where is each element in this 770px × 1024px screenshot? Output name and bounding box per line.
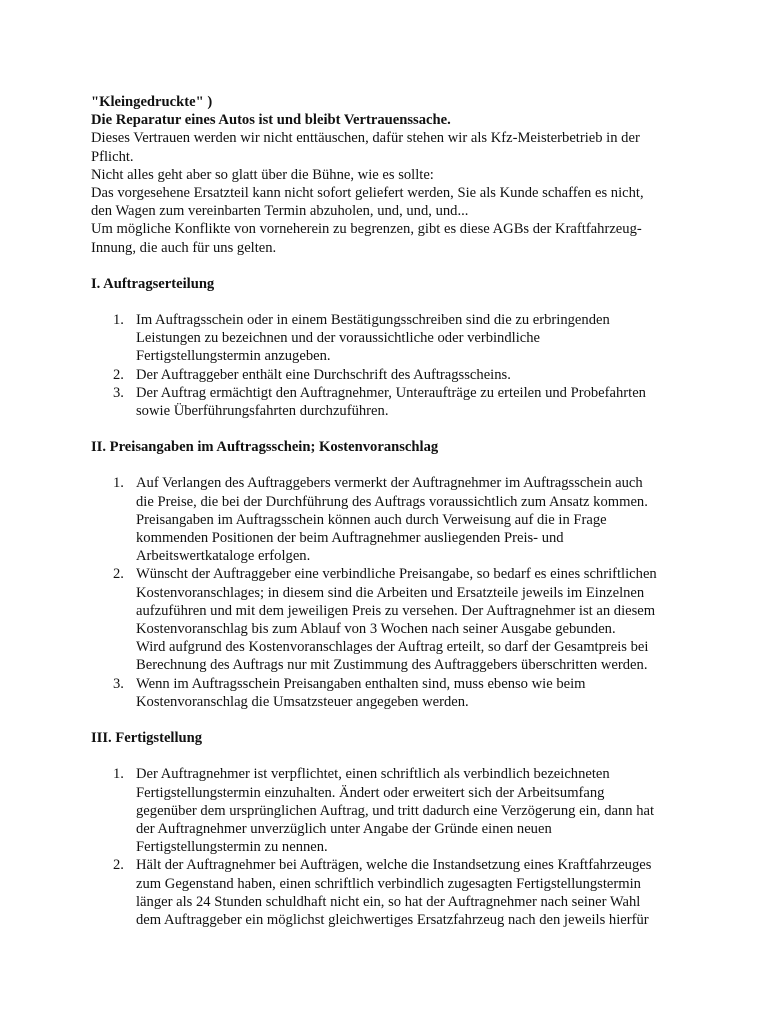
list-item-number: 2. bbox=[113, 857, 124, 874]
list-item-line: die Preise, die bei der Durchführung des Auftrags voraussichtlich zum Ansatz kommen. bbox=[136, 493, 648, 510]
intro-line: Das vorgesehene Ersatzteil kann nicht sofort geliefert werden, Sie als Kunde schaffen es nicht, bbox=[91, 185, 644, 202]
section-list-preisangaben bbox=[91, 474, 691, 711]
intro-line: Pflicht. bbox=[91, 148, 134, 165]
list-item-line: länger als 24 Stunden schuldhaft nicht ein, so hat der Auftragnehmer nach seiner Wahl bbox=[136, 893, 641, 910]
list-item-line: Kostenvoranschlag die Umsatzsteuer angegeben werden. bbox=[136, 693, 469, 710]
list-item-number: 2. bbox=[113, 566, 124, 583]
list-item-line: sowie Überführungsfahrten durchzuführen. bbox=[136, 403, 389, 420]
list-item-line: Wird aufgrund des Kostenvoranschlages der Auftrag erteilt, so darf der Gesamtpreis bei bbox=[136, 639, 649, 656]
section-list-auftragserteilung bbox=[91, 311, 691, 420]
list-item-line: dem Auftraggeber ein möglichst gleichwertiges Ersatzfahrzeug nach den jeweils hierfür bbox=[136, 911, 649, 928]
list-item-line: Leistungen zu bezeichnen und der voraussichtliche oder verbindliche bbox=[136, 330, 541, 347]
list-item-number: 1. bbox=[113, 475, 124, 492]
document-title-line-1: "Kleingedruckte" ) bbox=[91, 94, 213, 110]
intro-line: Dieses Vertrauen werden wir nicht enttäuschen, dafür stehen wir als Kfz-Meisterbetrieb in der bbox=[91, 130, 640, 147]
intro-paragraph bbox=[91, 129, 691, 256]
list-item-line: Kostenvoranschlages; in diesem sind die Arbeiten und Ersatzteile jeweils im Einzelnen bbox=[136, 584, 645, 601]
list-item-line: Auf Verlangen des Auftraggebers vermerkt der Auftragnehmer im Auftragsschein auch bbox=[136, 475, 643, 492]
list-item-line: aufzuführen und mit dem jeweiligen Preis zu versehen. Der Auftragnehmer ist an diesem bbox=[136, 602, 656, 619]
list-item bbox=[91, 675, 691, 711]
list-item-line: Der Auftraggeber enthält eine Durchschrift des Auftragsscheins. bbox=[136, 366, 511, 383]
section-heading-auftragserteilung: I. Auftragserteilung bbox=[91, 275, 215, 292]
list-item-line: Berechnung des Auftrags nur mit Zustimmung des Auftraggebers überschritten werden. bbox=[136, 657, 648, 674]
list-item-number: 3. bbox=[113, 384, 124, 401]
list-item-line: Der Auftragnehmer ist verpflichtet, einen schriftlich als verbindlich bezeichneten bbox=[136, 766, 610, 783]
list-item-line: Kostenvoranschlag bis zum Ablauf von 3 Wochen nach seiner Ausgabe gebunden. bbox=[136, 621, 616, 638]
document-page bbox=[91, 93, 691, 929]
document-title-line-2: Die Reparatur eines Autos ist und bleibt Vertrauenssache. bbox=[91, 112, 451, 129]
intro-line: Innung, die auch für uns gelten. bbox=[91, 239, 277, 256]
list-item bbox=[91, 311, 691, 366]
intro-line: den Wagen zum vereinbarten Termin abzuholen, und, und, und... bbox=[91, 203, 469, 220]
section-heading-preisangaben: II. Preisangaben im Auftragsschein; Kostenvoranschlag bbox=[91, 439, 439, 456]
list-item bbox=[91, 474, 691, 565]
list-item-line: Wenn im Auftragsschein Preisangaben enthalten sind, muss ebenso wie beim bbox=[136, 675, 586, 692]
list-item-number: 2. bbox=[113, 366, 124, 383]
list-item-line: Arbeitswertkataloge erfolgen. bbox=[136, 548, 311, 565]
list-item bbox=[91, 765, 691, 856]
list-item bbox=[91, 856, 691, 929]
list-item-line: Wünscht der Auftraggeber eine verbindliche Preisangabe, so bedarf es eines schriftlichen bbox=[136, 566, 657, 583]
section-list-fertigstellung bbox=[91, 765, 691, 929]
list-item-number: 1. bbox=[113, 312, 124, 329]
list-item bbox=[91, 384, 691, 420]
intro-line: Um mögliche Konflikte von vorneherein zu begrenzen, gibt es diese AGBs der Kraftfahrzeug- bbox=[91, 221, 642, 238]
list-item-line: der Auftragnehmer unverzüglich unter Angabe der Gründe einen neuen bbox=[136, 820, 552, 837]
list-item bbox=[91, 366, 691, 384]
list-item-line: Fertigstellungstermin einzuhalten. Ändert oder erweitert sich der Arbeitsumfang bbox=[136, 784, 605, 801]
list-item-line: Der Auftrag ermächtigt den Auftragnehmer, Unteraufträge zu erteilen und Probefahrten bbox=[136, 384, 646, 401]
list-item-line: Im Auftragsschein oder in einem Bestätigungsschreiben sind die zu erbringenden bbox=[136, 312, 610, 329]
list-item-line: Hält der Auftragnehmer bei Aufträgen, welche die Instandsetzung eines Kraftfahrzeuges bbox=[136, 857, 652, 874]
list-item-line: Preisangaben im Auftragsschein können auch durch Verweisung auf die in Frage bbox=[136, 511, 607, 528]
list-item-number: 3. bbox=[113, 675, 124, 692]
list-item-line: zum Gegenstand haben, einen schriftlich verbindlich zugesagten Fertigstellungstermin bbox=[136, 875, 641, 892]
list-item-number: 1. bbox=[113, 766, 124, 783]
section-heading-fertigstellung: III. Fertigstellung bbox=[91, 730, 203, 747]
intro-line: Nicht alles geht aber so glatt über die Bühne, wie es sollte: bbox=[91, 166, 434, 183]
list-item bbox=[91, 565, 691, 674]
list-item-line: gegenüber dem ursprünglichen Auftrag, und tritt dadurch eine Verzögerung ein, dann hat bbox=[136, 802, 655, 819]
list-item-line: Fertigstellungstermin zu nennen. bbox=[136, 839, 328, 856]
list-item-line: Fertigstellungstermin anzugeben. bbox=[136, 348, 331, 365]
list-item-line: kommenden Positionen der beim Auftragnehmer ausliegenden Preis- und bbox=[136, 530, 564, 547]
